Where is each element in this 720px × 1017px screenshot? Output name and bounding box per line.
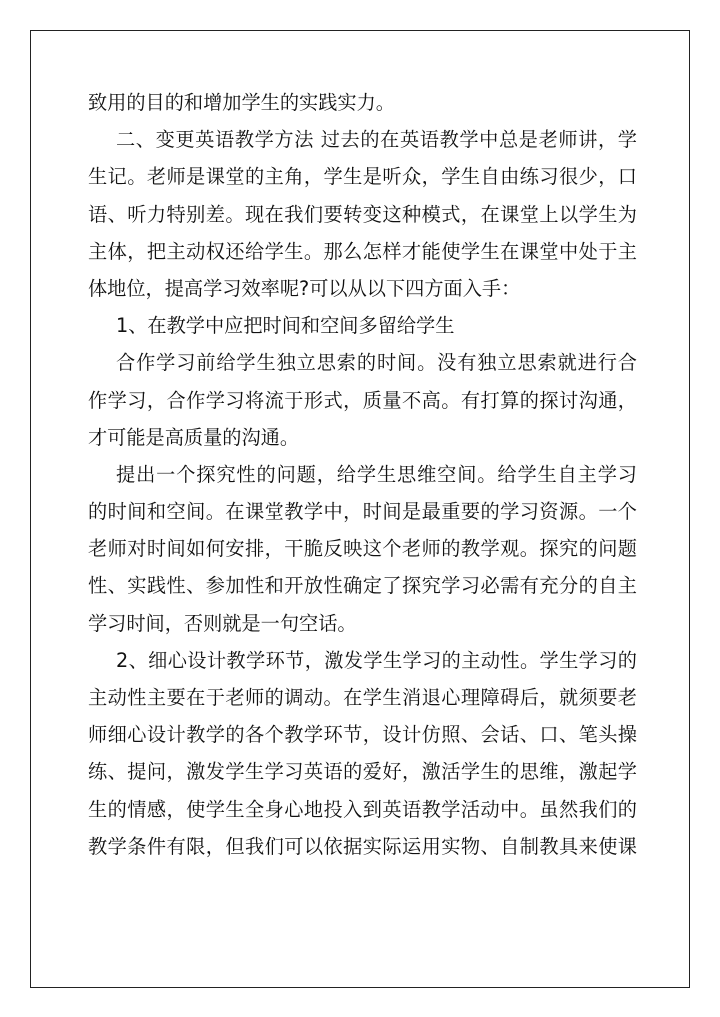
text-line: 1、在教学中应把时间和空间多留给学生 — [116, 314, 455, 338]
text-line: 作学习，合作学习将流于形式，质量不高。有打算的探讨沟通， — [88, 388, 637, 412]
text-line: 练、提问，激发学生学习英语的爱好，激活学生的思维，激起学 — [88, 760, 637, 784]
text-line: 性、实践性、参加性和开放性确定了探究学习必需有充分的自主 — [88, 574, 637, 598]
text-line: 老师对时间如何安排，干脆反映这个老师的教学观。探究的问题 — [88, 537, 637, 561]
text-line: 体地位，提高学习效率呢?可以从以下四方面入手： — [88, 276, 521, 300]
text-line: 教学条件有限，但我们可以依据实际运用实物、自制教具来使课 — [88, 834, 637, 858]
document-body — [88, 84, 637, 865]
text-line: 学习时间，否则就是一句空话。 — [88, 611, 357, 635]
text-line: 主体，把主动权还给学生。那么怎样才能使学生在课堂中处于主 — [88, 239, 637, 263]
text-line: 2、细心设计教学环节，激发学生学习的主动性。学生学习的 — [116, 648, 637, 672]
text-line: 生的情感，使学生全身心地投入到英语教学活动中。虽然我们的 — [88, 797, 637, 821]
text-line: 语、听力特别差。现在我们要转变这种模式，在课堂上以学生为 — [88, 202, 637, 226]
text-line: 合作学习前给学生独立思索的时间。没有独立思索就进行合 — [116, 351, 637, 375]
text-line: 才可能是高质量的沟通。 — [88, 425, 300, 449]
text-line: 师细心设计教学的各个教学环节，设计仿照、会话、口、笔头操 — [88, 723, 637, 747]
text-line: 主动性主要在于老师的调动。在学生消退心理障碍后，就须要老 — [88, 686, 637, 709]
text-line: 生记。老师是课堂的主角，学生是听众，学生自由练习很少，口 — [88, 165, 637, 189]
text-line: 的时间和空间。在课堂教学中，时间是最重要的学习资源。一个 — [88, 500, 637, 524]
text-line: 致用的目的和增加学生的实践实力。 — [88, 91, 395, 114]
text-line: 二、变更英语教学方法 过去的在英语教学中总是老师讲，学 — [116, 128, 637, 152]
text-line: 提出一个探究性的问题，给学生思维空间。给学生自主学习 — [116, 462, 637, 486]
